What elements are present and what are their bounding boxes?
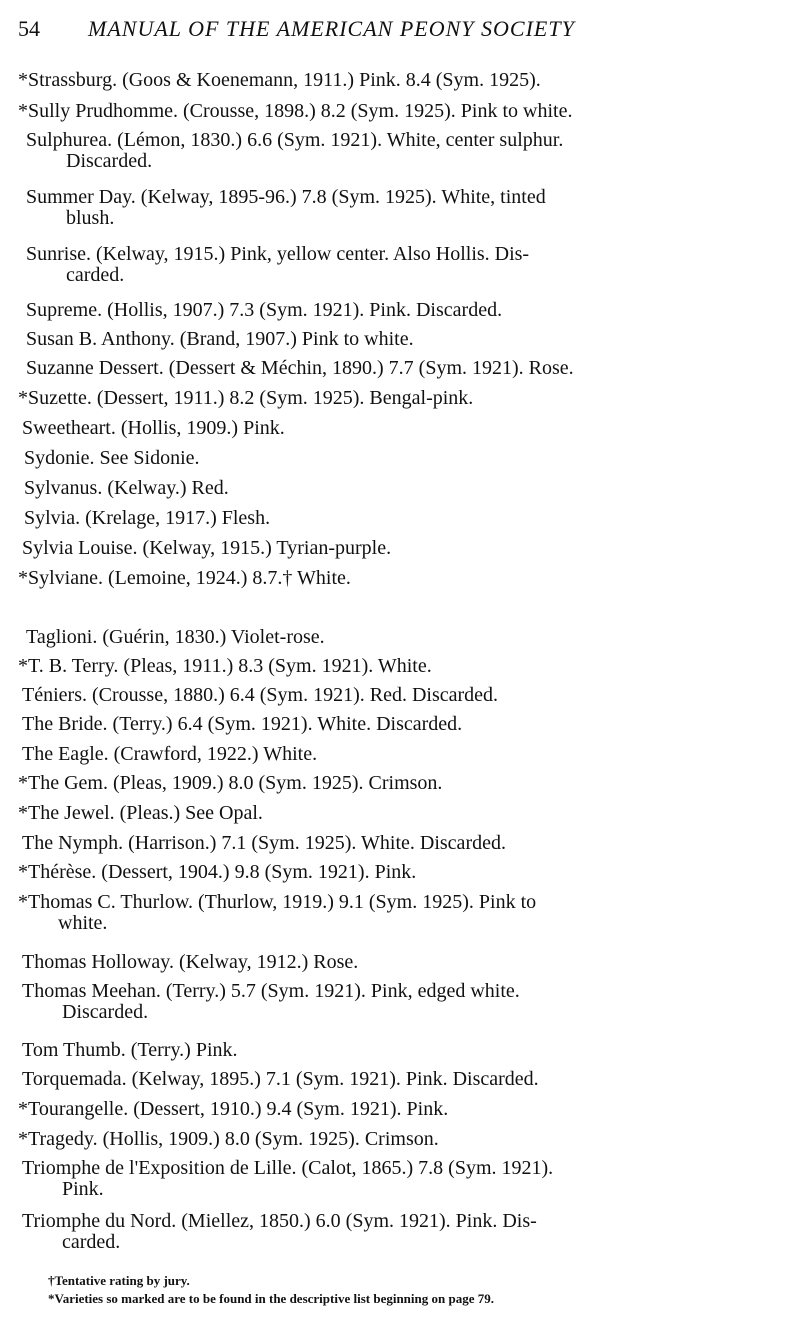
entry-continuation: Discarded. [66, 150, 153, 172]
entry-line: Summer Day. (Kelway, 1895-96.) 7.8 (Sym. 1925). White, tinted [26, 186, 546, 208]
running-head: MANUAL OF THE AMERICAN PEONY SOCIETY [88, 16, 575, 41]
entry-continuation: blush. [66, 207, 115, 229]
footnote-tentative: †Tentative rating by jury. [48, 1273, 190, 1288]
entry-line: *Strassburg. (Goos & Koenemann, 1911.) Pink. 8.4 (Sym. 1925). [18, 69, 541, 91]
variety-entry [0, 833, 800, 854]
variety-entry [0, 418, 800, 439]
entry-line: Triomphe de l'Exposition de Lille. (Calot, 1865.) 7.8 (Sym. 1921). [22, 1157, 554, 1179]
variety-entry [0, 773, 800, 794]
variety-entry [0, 130, 800, 172]
variety-entry [0, 538, 800, 559]
footnote-varieties: *Varieties so marked are to be found in the descriptive list beginning on page 79. [48, 1291, 494, 1306]
entry-line: Thomas Meehan. (Terry.) 5.7 (Sym. 1921). Pink, edged white. [22, 980, 520, 1002]
variety-entry [0, 329, 800, 350]
variety-entry [0, 1099, 800, 1120]
variety-entry [0, 101, 800, 122]
entry-continuation: carded. [62, 1231, 121, 1253]
entry-line: The Nymph. (Harrison.) 7.1 (Sym. 1925). White. Discarded. [22, 832, 506, 854]
entry-line: The Bride. (Terry.) 6.4 (Sym. 1921). White. Discarded. [22, 713, 463, 735]
entry-line: Triomphe du Nord. (Miellez, 1850.) 6.0 (Sym. 1921). Pink. Dis- [22, 1210, 537, 1232]
entry-line: The Eagle. (Crawford, 1922.) White. [22, 743, 318, 765]
entry-line: *The Gem. (Pleas, 1909.) 8.0 (Sym. 1925). Crimson. [18, 772, 443, 794]
variety-entry [0, 656, 800, 677]
variety-entry [0, 803, 800, 824]
variety-entry [0, 187, 800, 229]
variety-entry [0, 508, 800, 529]
entry-line: Torquemada. (Kelway, 1895.) 7.1 (Sym. 1921). Pink. Discarded. [22, 1068, 539, 1090]
entry-continuation: Pink. [62, 1178, 104, 1200]
entry-line: Thomas Holloway. (Kelway, 1912.) Rose. [22, 951, 359, 973]
variety-entry [0, 388, 800, 409]
variety-entry [0, 627, 800, 648]
variety-entry [0, 1069, 800, 1090]
entry-line: Sulphurea. (Lémon, 1830.) 6.6 (Sym. 1921). White, center sulphur. [26, 129, 564, 151]
entry-line: Susan B. Anthony. (Brand, 1907.) Pink to white. [26, 328, 414, 350]
entry-continuation: Discarded. [62, 1001, 149, 1023]
entry-line: *Thérèse. (Dessert, 1904.) 9.8 (Sym. 1921). Pink. [18, 861, 417, 883]
entry-line: Sylvia. (Krelage, 1917.) Flesh. [24, 507, 271, 529]
variety-entry [0, 568, 800, 589]
page-header [18, 10, 798, 46]
variety-entry [0, 862, 800, 883]
entry-line: Téniers. (Crousse, 1880.) 6.4 (Sym. 1921). Red. Discarded. [22, 684, 499, 706]
variety-entry [0, 1129, 800, 1150]
entry-continuation: carded. [66, 264, 125, 286]
entry-line: *Sully Prudhomme. (Crousse, 1898.) 8.2 (Sym. 1925). Pink to white. [18, 100, 573, 122]
variety-entry [0, 358, 800, 379]
variety-entry [0, 1158, 800, 1200]
entry-line: *The Jewel. (Pleas.) See Opal. [18, 802, 263, 824]
page-number: 54 [18, 16, 40, 41]
variety-entry [0, 478, 800, 499]
entry-continuation: white. [58, 912, 108, 934]
entry-line: Sylvia Louise. (Kelway, 1915.) Tyrian-purple. [22, 537, 392, 559]
entry-line: Taglioni. (Guérin, 1830.) Violet-rose. [26, 626, 325, 648]
footnotes [48, 1272, 800, 1308]
variety-entry [0, 448, 800, 469]
entry-line: *Thomas C. Thurlow. (Thurlow, 1919.) 9.1 (Sym. 1925). Pink to [18, 891, 537, 913]
variety-entry [0, 685, 800, 706]
variety-entry [0, 892, 800, 934]
variety-entry [0, 70, 800, 91]
variety-entry [0, 244, 800, 286]
variety-entry [0, 1040, 800, 1061]
variety-entry [0, 714, 800, 735]
entry-line: Sydonie. See Sidonie. [24, 447, 200, 469]
entry-line: Suzanne Dessert. (Dessert & Méchin, 1890.) 7.7 (Sym. 1921). Rose. [26, 357, 574, 379]
entry-line: Sunrise. (Kelway, 1915.) Pink, yellow center. Also Hollis. Dis- [26, 243, 530, 265]
entry-line: *Sylviane. (Lemoine, 1924.) 8.7.† White. [18, 567, 351, 589]
entry-line: *Suzette. (Dessert, 1911.) 8.2 (Sym. 1925). Bengal-pink. [18, 387, 474, 409]
entry-line: Tom Thumb. (Terry.) Pink. [22, 1039, 238, 1061]
variety-entry [0, 1211, 800, 1253]
entry-line: Sylvanus. (Kelway.) Red. [24, 477, 229, 499]
entry-line: Supreme. (Hollis, 1907.) 7.3 (Sym. 1921). Pink. Discarded. [26, 299, 503, 321]
variety-entry [0, 952, 800, 973]
variety-entry [0, 981, 800, 1023]
entry-line: *T. B. Terry. (Pleas, 1911.) 8.3 (Sym. 1921). White. [18, 655, 432, 677]
entry-line: Sweetheart. (Hollis, 1909.) Pink. [22, 417, 285, 439]
entry-line: *Tragedy. (Hollis, 1909.) 8.0 (Sym. 1925). Crimson. [18, 1128, 439, 1150]
variety-entry [0, 300, 800, 321]
variety-entry [0, 744, 800, 765]
entry-line: *Tourangelle. (Dessert, 1910.) 9.4 (Sym. 1921). Pink. [18, 1098, 449, 1120]
